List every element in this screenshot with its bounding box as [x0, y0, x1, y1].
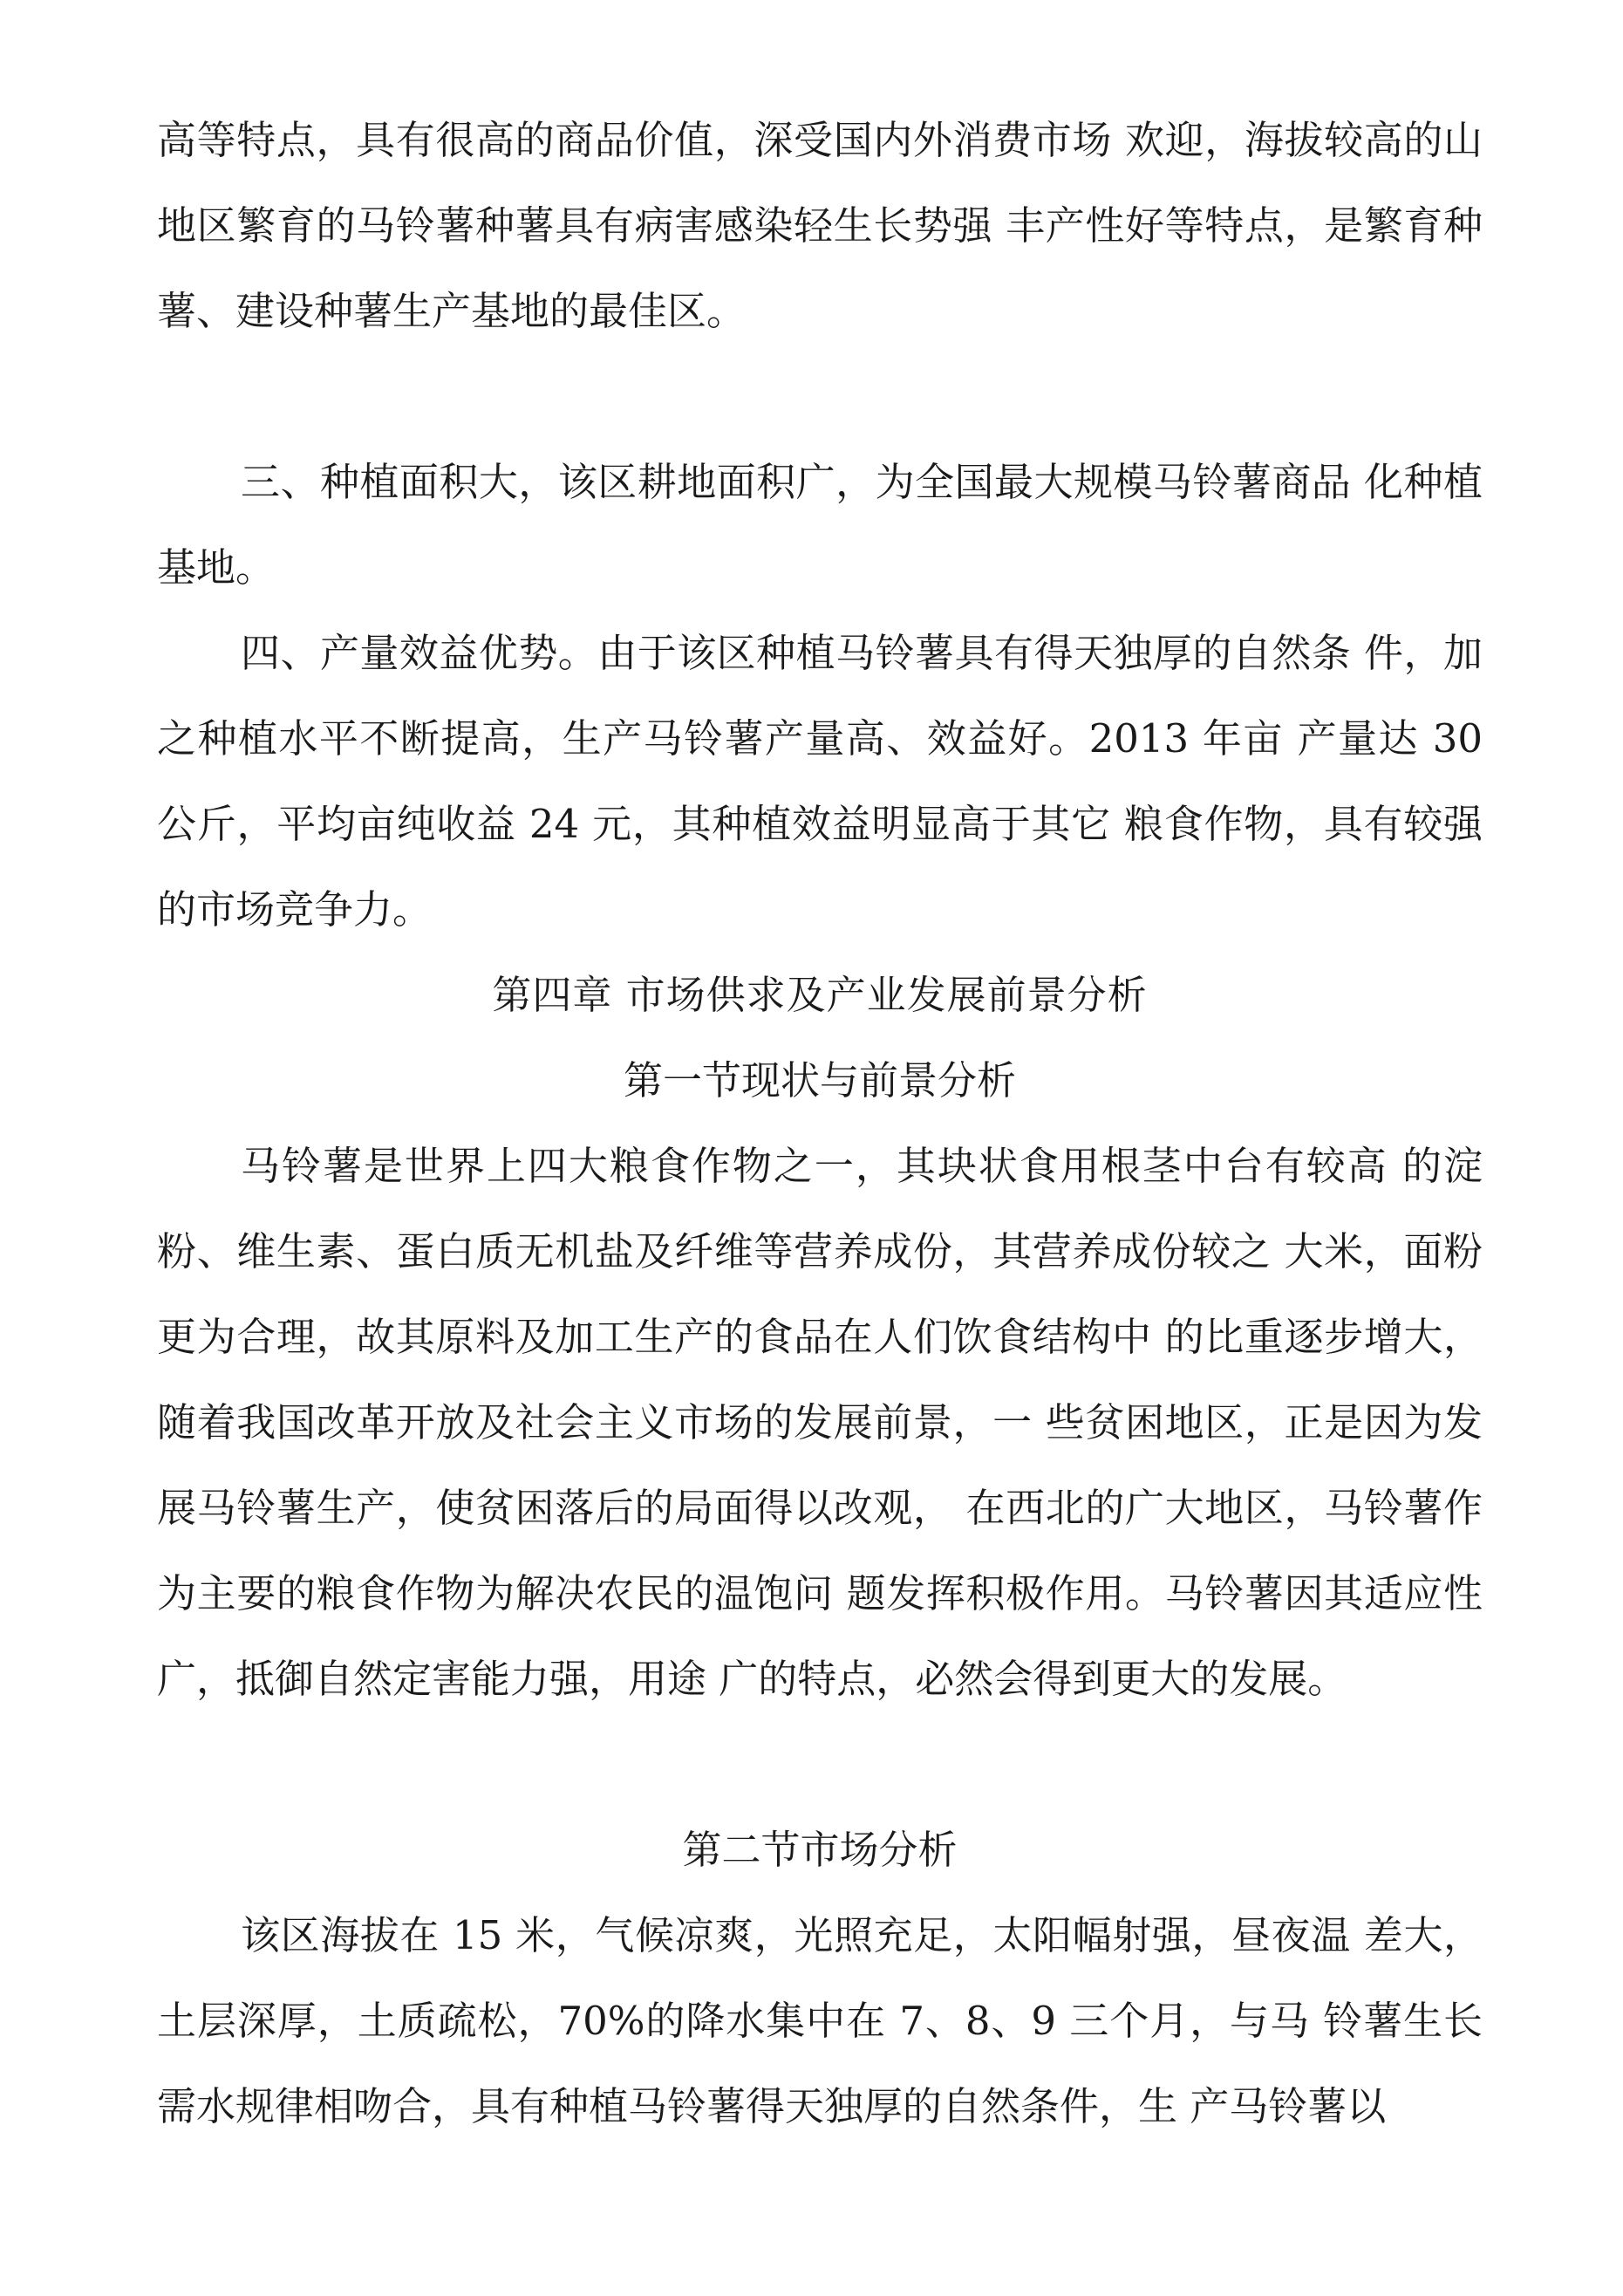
body-paragraph: 四、产量效益优势。由于该区种植马铃薯具有得天独厚的自然条 件，加之种植水平不断提高，生产马铃薯产量高、效益好。2013 年亩 产量达 30 公斤，平均亩纯收益 24 元，其种植效益明显高于其它 粮食作物，具有较强的市场竞争力。: [157, 630, 1483, 933]
section-heading: 第二节市场分析: [682, 1827, 958, 1873]
paragraph-continuation: [157, 98, 1483, 354]
paragraph-market-analysis: [157, 1893, 1483, 2149]
paragraph-item-four: [157, 611, 1483, 953]
body-paragraph: 该区海拔在 15 米，气候凉爽，光照充足，太阳幅射强，昼夜温 差大，土层深厚，土质疏松，70%的降水集中在 7、8、9 三个月，与马 铃薯生长需水规律相吻合，具有种植马铃薯得天独厚的自然条件，生 产马铃薯以: [157, 1912, 1483, 2129]
chapter-heading: 第四章 市场供求及产业发展前景分析: [492, 972, 1148, 1018]
section-heading-block: [157, 1807, 1483, 1893]
section-heading-block: [157, 1038, 1483, 1124]
section-heading: 第一节现状与前景分析: [623, 1057, 1016, 1104]
chapter-heading-block: [157, 953, 1483, 1038]
body-paragraph: 三、种植面积大，该区耕地面积广，为全国最大规模马铃薯商品 化种植基地。: [157, 459, 1483, 591]
paragraph-potato-overview: [157, 1124, 1483, 1722]
body-paragraph: 马铃薯是世界上四大粮食作物之一，其块状食用根茎中台有较高 的淀粉、维生素、蛋白质无机盐及纤维等营养成份，其营养成份较之 大米，面粉更为合理，故其原料及加工生产的食品在人们饮食结构中 的比重逐步增大，随着我国改革开放及社会主义市场的发展前景，一 些贫困地区，正是因为发展马铃薯生产，使贫困落后的局面得以改观， 在西北的广大地区，马铃薯作为主要的粮食作物为解决农民的温饱问 题发挥积极作用。马铃薯因其适应性广，抵御自然定害能力强，用途 广的特点，必然会得到更大的发展。: [157, 1143, 1483, 1702]
body-paragraph: 高等特点，具有很高的商品价值，深受国内外消费市场 欢迎，海拔较高的山地区繁育的马铃薯种薯具有病害感染轻生长势强 丰产性好等特点，是繁育种薯、建设种薯生产基地的最佳区。: [157, 117, 1483, 334]
paragraph-item-three: [157, 440, 1483, 611]
